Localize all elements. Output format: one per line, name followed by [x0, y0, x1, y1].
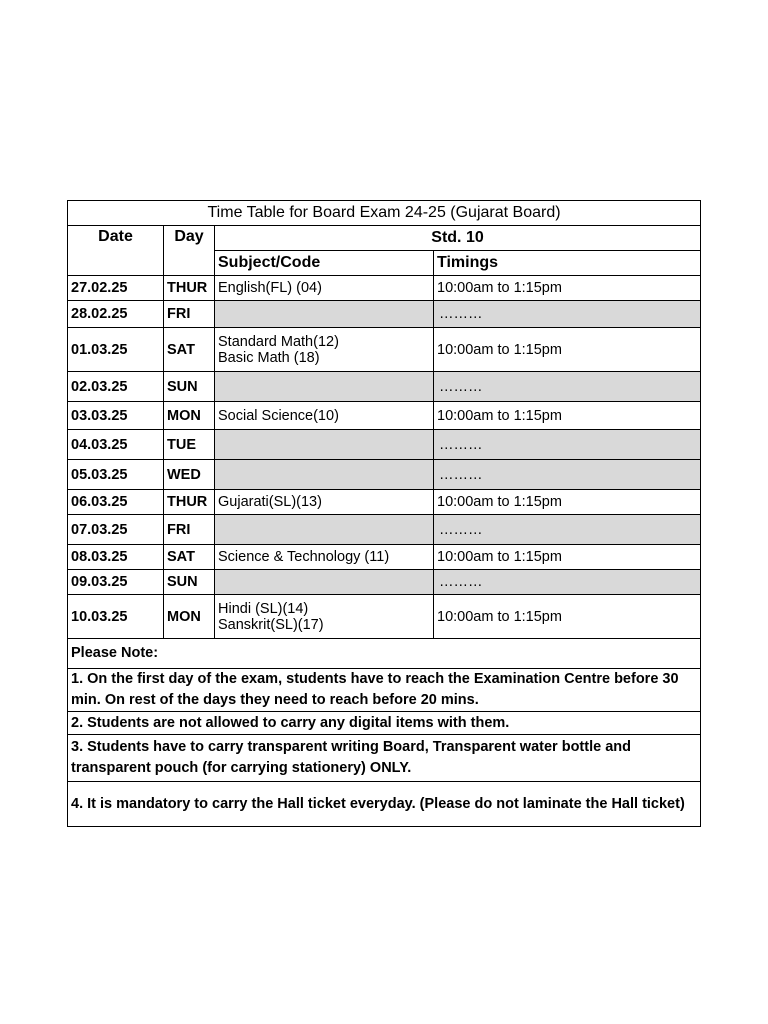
table-row	[68, 402, 701, 430]
day-cell: WED	[164, 460, 215, 490]
std-header: Std. 10	[215, 226, 701, 251]
timing-cell: ………	[434, 301, 701, 328]
day-cell: SUN	[164, 372, 215, 402]
subject-line: Hindi (SL)(14)	[218, 600, 309, 617]
table-row	[68, 430, 701, 460]
table-row	[68, 460, 701, 490]
date-cell: 05.03.25	[68, 460, 164, 490]
table-row	[68, 570, 701, 595]
date-cell: 10.03.25	[68, 595, 164, 639]
note-item: 4. It is mandatory to carry the Hall ticket everyday. (Please do not laminate the Hall ticket)	[68, 782, 701, 827]
timing-cell: ………	[434, 515, 701, 545]
date-cell: 28.02.25	[68, 301, 164, 328]
day-cell: MON	[164, 595, 215, 639]
date-header: Date	[68, 226, 164, 276]
date-cell: 09.03.25	[68, 570, 164, 595]
subject-cell	[215, 430, 434, 460]
timing-cell: 10:00am to 1:15pm	[434, 276, 701, 301]
table-row	[68, 328, 701, 372]
date-cell: 03.03.25	[68, 402, 164, 430]
subject-cell: Social Science(10)	[215, 402, 434, 430]
date-cell: 27.02.25	[68, 276, 164, 301]
day-cell: SAT	[164, 328, 215, 372]
note-item: 3. Students have to carry transparent writing Board, Transparent water bottle and transparent pouch (for carrying stationery) ONLY.	[68, 735, 701, 782]
subject-line: Sanskrit(SL)(17)	[218, 616, 324, 633]
subject-cell	[215, 372, 434, 402]
timing-cell: 10:00am to 1:15pm	[434, 490, 701, 515]
day-cell: FRI	[164, 515, 215, 545]
timings-header: Timings	[434, 251, 701, 276]
table-row	[68, 515, 701, 545]
subject-line: Basic Math (18)	[218, 349, 320, 366]
date-cell: 06.03.25	[68, 490, 164, 515]
table-row	[68, 276, 701, 301]
date-cell: 08.03.25	[68, 545, 164, 570]
day-cell: TUE	[164, 430, 215, 460]
table-row	[68, 372, 701, 402]
day-header: Day	[164, 226, 215, 276]
day-cell: THUR	[164, 490, 215, 515]
subject-cell: English(FL) (04)	[215, 276, 434, 301]
subject-cell	[215, 301, 434, 328]
timetable-title: Time Table for Board Exam 24-25 (Gujarat Board)	[68, 201, 701, 226]
date-cell: 01.03.25	[68, 328, 164, 372]
table-row	[68, 301, 701, 328]
subject-cell	[215, 570, 434, 595]
exam-timetable	[67, 200, 701, 827]
subject-line: Standard Math(12)	[218, 333, 339, 350]
timing-cell: 10:00am to 1:15pm	[434, 328, 701, 372]
subject-cell	[215, 328, 434, 372]
subject-cell	[215, 460, 434, 490]
day-cell: MON	[164, 402, 215, 430]
table-row	[68, 545, 701, 570]
timing-cell: ………	[434, 460, 701, 490]
day-cell: FRI	[164, 301, 215, 328]
timing-cell: ………	[434, 570, 701, 595]
subject-cell: Science & Technology (11)	[215, 545, 434, 570]
note-item: 2. Students are not allowed to carry any digital items with them.	[68, 712, 701, 735]
subject-cell	[215, 515, 434, 545]
day-cell: SAT	[164, 545, 215, 570]
date-cell: 07.03.25	[68, 515, 164, 545]
day-cell: THUR	[164, 276, 215, 301]
timing-cell: ………	[434, 430, 701, 460]
timing-cell: 10:00am to 1:15pm	[434, 545, 701, 570]
subject-cell: Gujarati(SL)(13)	[215, 490, 434, 515]
date-cell: 04.03.25	[68, 430, 164, 460]
day-cell: SUN	[164, 570, 215, 595]
timing-cell: 10:00am to 1:15pm	[434, 402, 701, 430]
timing-cell: ………	[434, 372, 701, 402]
table-row	[68, 595, 701, 639]
date-cell: 02.03.25	[68, 372, 164, 402]
subject-cell	[215, 595, 434, 639]
note-item: 1. On the first day of the exam, students have to reach the Examination Centre before 30 min. On rest of the days they need to reach before 20 mins.	[68, 669, 701, 712]
timing-cell: 10:00am to 1:15pm	[434, 595, 701, 639]
subject-header: Subject/Code	[215, 251, 434, 276]
table-row	[68, 490, 701, 515]
notes-heading: Please Note:	[68, 639, 701, 669]
